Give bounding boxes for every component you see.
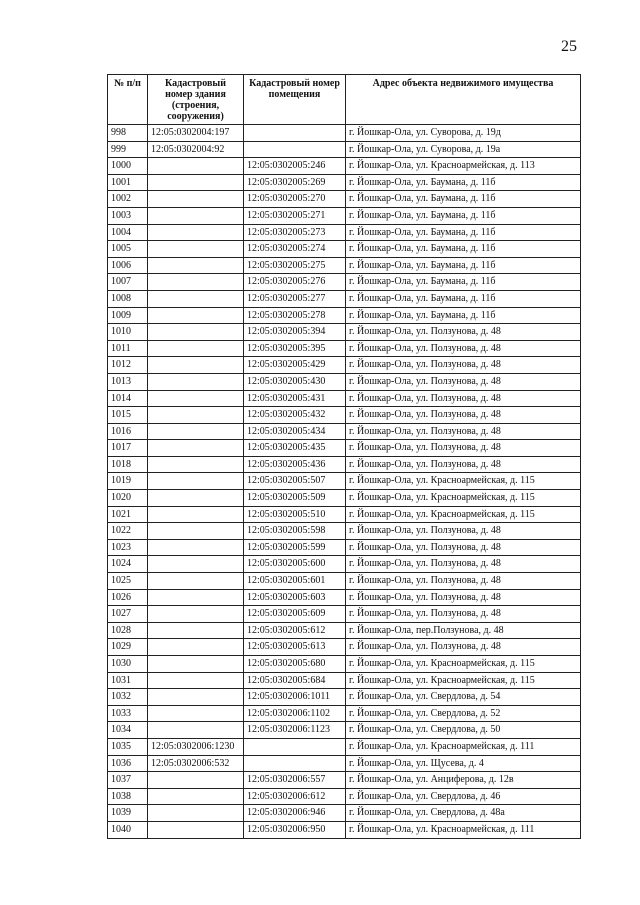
row-number-cell: 1038: [108, 788, 148, 805]
premises-cadastral-cell: 12:05:0302005:598: [244, 523, 346, 540]
row-number-cell: 1014: [108, 390, 148, 407]
premises-cadastral-cell: 12:05:0302005:270: [244, 191, 346, 208]
address-cell: г. Йошкар-Ола, ул. Баумана, д. 11б: [346, 207, 581, 224]
row-number-cell: 1015: [108, 407, 148, 424]
row-number-cell: 1011: [108, 340, 148, 357]
building-cadastral-cell: [148, 788, 244, 805]
address-cell: г. Йошкар-Ола, ул. Ползунова, д. 48: [346, 324, 581, 341]
table-row: [108, 158, 581, 175]
row-number-cell: 1029: [108, 639, 148, 656]
building-cadastral-cell: [148, 373, 244, 390]
address-cell: г. Йошкар-Ола, ул. Красноармейская, д. 111: [346, 738, 581, 755]
premises-cadastral-cell: 12:05:0302005:277: [244, 290, 346, 307]
building-cadastral-cell: [148, 506, 244, 523]
premises-cadastral-cell: 12:05:0302005:430: [244, 373, 346, 390]
address-cell: г. Йошкар-Ола, ул. Баумана, д. 11б: [346, 274, 581, 291]
row-number-cell: 1030: [108, 656, 148, 673]
row-number-cell: 1031: [108, 672, 148, 689]
row-number-cell: 1027: [108, 606, 148, 623]
building-cadastral-cell: [148, 705, 244, 722]
premises-cadastral-cell: 12:05:0302005:684: [244, 672, 346, 689]
building-cadastral-cell: [148, 274, 244, 291]
table-row: [108, 772, 581, 789]
address-cell: г. Йошкар-Ола, ул. Свердлова, д. 52: [346, 705, 581, 722]
building-cadastral-cell: [148, 672, 244, 689]
table-row: [108, 506, 581, 523]
row-number-cell: 1001: [108, 174, 148, 191]
table-row: [108, 456, 581, 473]
row-number-cell: 1006: [108, 257, 148, 274]
table-row: [108, 539, 581, 556]
building-cadastral-cell: [148, 606, 244, 623]
premises-cadastral-cell: 12:05:0302005:680: [244, 656, 346, 673]
building-cadastral-cell: [148, 589, 244, 606]
table-row: [108, 589, 581, 606]
building-cadastral-cell: [148, 656, 244, 673]
building-cadastral-cell: [148, 174, 244, 191]
premises-cadastral-cell: 12:05:0302005:278: [244, 307, 346, 324]
row-number-cell: 1033: [108, 705, 148, 722]
table-row: [108, 241, 581, 258]
table-row: [108, 705, 581, 722]
building-cadastral-cell: [148, 523, 244, 540]
table-row: [108, 191, 581, 208]
building-cadastral-cell: [148, 423, 244, 440]
table-row: [108, 174, 581, 191]
address-cell: г. Йошкар-Ола, ул. Ползунова, д. 48: [346, 357, 581, 374]
building-cadastral-cell: [148, 473, 244, 490]
table-row: [108, 307, 581, 324]
row-number-cell: 1002: [108, 191, 148, 208]
column-header-number: № п/п: [108, 75, 148, 125]
table-row: [108, 656, 581, 673]
row-number-cell: 998: [108, 125, 148, 142]
premises-cadastral-cell: [244, 738, 346, 755]
building-cadastral-cell: [148, 290, 244, 307]
address-cell: г. Йошкар-Ола, ул. Ползунова, д. 48: [346, 456, 581, 473]
table-row: [108, 440, 581, 457]
address-cell: г. Йошкар-Ола, ул. Ползунова, д. 48: [346, 606, 581, 623]
row-number-cell: 1016: [108, 423, 148, 440]
building-cadastral-cell: [148, 407, 244, 424]
premises-cadastral-cell: 12:05:0302005:271: [244, 207, 346, 224]
building-cadastral-cell: [148, 390, 244, 407]
column-header-address: Адрес объекта недвижимого имущества: [346, 75, 581, 125]
table-row: [108, 639, 581, 656]
building-cadastral-cell: [148, 307, 244, 324]
building-cadastral-cell: [148, 456, 244, 473]
premises-cadastral-cell: 12:05:0302005:276: [244, 274, 346, 291]
table-row: [108, 224, 581, 241]
table-row: [108, 722, 581, 739]
premises-cadastral-cell: 12:05:0302006:950: [244, 821, 346, 838]
row-number-cell: 1036: [108, 755, 148, 772]
table-row: [108, 738, 581, 755]
row-number-cell: 1028: [108, 622, 148, 639]
premises-cadastral-cell: 12:05:0302005:275: [244, 257, 346, 274]
address-cell: г. Йошкар-Ола, ул. Баумана, д. 11б: [346, 241, 581, 258]
address-cell: г. Йошкар-Ола, ул. Ползунова, д. 48: [346, 556, 581, 573]
address-cell: г. Йошкар-Ола, ул. Ползунова, д. 48: [346, 407, 581, 424]
table-row: [108, 523, 581, 540]
table-row: [108, 324, 581, 341]
address-cell: г. Йошкар-Ола, ул. Суворова, д. 19д: [346, 125, 581, 142]
building-cadastral-cell: [148, 722, 244, 739]
address-cell: г. Йошкар-Ола, ул. Ползунова, д. 48: [346, 390, 581, 407]
row-number-cell: 1021: [108, 506, 148, 523]
row-number-cell: 1037: [108, 772, 148, 789]
premises-cadastral-cell: 12:05:0302005:600: [244, 556, 346, 573]
address-cell: г. Йошкар-Ола, ул. Красноармейская, д. 111: [346, 821, 581, 838]
address-cell: г. Йошкар-Ола, ул. Ползунова, д. 48: [346, 523, 581, 540]
column-header-building-cadastral: Кадастровый номер здания (строения, сооружения): [148, 75, 244, 125]
premises-cadastral-cell: 12:05:0302005:429: [244, 357, 346, 374]
premises-cadastral-cell: 12:05:0302005:509: [244, 490, 346, 507]
premises-cadastral-cell: 12:05:0302005:601: [244, 573, 346, 590]
address-cell: г. Йошкар-Ола, ул. Баумана, д. 11б: [346, 290, 581, 307]
address-cell: г. Йошкар-Ола, ул. Красноармейская, д. 115: [346, 506, 581, 523]
building-cadastral-cell: [148, 772, 244, 789]
row-number-cell: 999: [108, 141, 148, 158]
premises-cadastral-cell: 12:05:0302005:269: [244, 174, 346, 191]
address-cell: г. Йошкар-Ола, ул. Свердлова, д. 46: [346, 788, 581, 805]
address-cell: г. Йошкар-Ола, ул. Щусева, д. 4: [346, 755, 581, 772]
row-number-cell: 1034: [108, 722, 148, 739]
address-cell: г. Йошкар-Ола, ул. Красноармейская, д. 115: [346, 473, 581, 490]
row-number-cell: 1040: [108, 821, 148, 838]
table-row: [108, 340, 581, 357]
premises-cadastral-cell: 12:05:0302006:946: [244, 805, 346, 822]
premises-cadastral-cell: 12:05:0302005:431: [244, 390, 346, 407]
building-cadastral-cell: 12:05:0302006:532: [148, 755, 244, 772]
building-cadastral-cell: [148, 622, 244, 639]
table-row: [108, 207, 581, 224]
row-number-cell: 1035: [108, 738, 148, 755]
row-number-cell: 1007: [108, 274, 148, 291]
row-number-cell: 1039: [108, 805, 148, 822]
address-cell: г. Йошкар-Ола, ул. Свердлова, д. 48а: [346, 805, 581, 822]
table-row: [108, 274, 581, 291]
address-cell: г. Йошкар-Ола, ул. Красноармейская, д. 115: [346, 656, 581, 673]
address-cell: г. Йошкар-Ола, ул. Ползунова, д. 48: [346, 539, 581, 556]
table-row: [108, 788, 581, 805]
address-cell: г. Йошкар-Ола, ул. Баумана, д. 11б: [346, 257, 581, 274]
table-row: [108, 606, 581, 623]
table-row: [108, 573, 581, 590]
table-row: [108, 390, 581, 407]
row-number-cell: 1017: [108, 440, 148, 457]
row-number-cell: 1003: [108, 207, 148, 224]
premises-cadastral-cell: 12:05:0302006:1011: [244, 689, 346, 706]
address-cell: г. Йошкар-Ола, ул. Ползунова, д. 48: [346, 373, 581, 390]
row-number-cell: 1012: [108, 357, 148, 374]
building-cadastral-cell: [148, 821, 244, 838]
row-number-cell: 1026: [108, 589, 148, 606]
row-number-cell: 1024: [108, 556, 148, 573]
address-cell: г. Йошкар-Ола, ул. Красноармейская, д. 115: [346, 490, 581, 507]
premises-cadastral-cell: 12:05:0302005:274: [244, 241, 346, 258]
address-cell: г. Йошкар-Ола, ул. Ползунова, д. 48: [346, 423, 581, 440]
building-cadastral-cell: [148, 490, 244, 507]
table-row: [108, 423, 581, 440]
table-row: [108, 290, 581, 307]
premises-cadastral-cell: 12:05:0302006:1102: [244, 705, 346, 722]
table-header-row: [108, 75, 581, 125]
premises-cadastral-cell: 12:05:0302005:395: [244, 340, 346, 357]
premises-cadastral-cell: 12:05:0302006:557: [244, 772, 346, 789]
premises-cadastral-cell: 12:05:0302005:246: [244, 158, 346, 175]
address-cell: г. Йошкар-Ола, ул. Красноармейская, д. 115: [346, 672, 581, 689]
building-cadastral-cell: [148, 340, 244, 357]
building-cadastral-cell: [148, 191, 244, 208]
address-cell: г. Йошкар-Ола, ул. Баумана, д. 11б: [346, 191, 581, 208]
row-number-cell: 1008: [108, 290, 148, 307]
table-row: [108, 357, 581, 374]
building-cadastral-cell: [148, 224, 244, 241]
row-number-cell: 1005: [108, 241, 148, 258]
row-number-cell: 1032: [108, 689, 148, 706]
table-row: [108, 805, 581, 822]
table-row: [108, 821, 581, 838]
address-cell: г. Йошкар-Ола, ул. Ползунова, д. 48: [346, 573, 581, 590]
premises-cadastral-cell: 12:05:0302005:612: [244, 622, 346, 639]
premises-cadastral-cell: 12:05:0302006:1123: [244, 722, 346, 739]
premises-cadastral-cell: 12:05:0302005:510: [244, 506, 346, 523]
row-number-cell: 1013: [108, 373, 148, 390]
table-row: [108, 672, 581, 689]
building-cadastral-cell: [148, 357, 244, 374]
building-cadastral-cell: 12:05:0302004:92: [148, 141, 244, 158]
address-cell: г. Йошкар-Ола, ул. Ползунова, д. 48: [346, 440, 581, 457]
premises-cadastral-cell: 12:05:0302005:603: [244, 589, 346, 606]
row-number-cell: 1000: [108, 158, 148, 175]
premises-cadastral-cell: 12:05:0302006:612: [244, 788, 346, 805]
page-number: 25: [561, 38, 577, 55]
table-row: [108, 373, 581, 390]
row-number-cell: 1025: [108, 573, 148, 590]
address-cell: г. Йошкар-Ола, ул. Суворова, д. 19а: [346, 141, 581, 158]
table-row: [108, 689, 581, 706]
address-cell: г. Йошкар-Ола, ул. Ползунова, д. 48: [346, 639, 581, 656]
address-cell: г. Йошкар-Ола, ул. Ползунова, д. 48: [346, 589, 581, 606]
building-cadastral-cell: [148, 241, 244, 258]
table-row: [108, 141, 581, 158]
table-row: [108, 125, 581, 142]
row-number-cell: 1004: [108, 224, 148, 241]
address-cell: г. Йошкар-Ола, пер.Ползунова, д. 48: [346, 622, 581, 639]
premises-cadastral-cell: 12:05:0302005:599: [244, 539, 346, 556]
building-cadastral-cell: [148, 257, 244, 274]
building-cadastral-cell: [148, 207, 244, 224]
table-row: [108, 556, 581, 573]
table-body: [108, 125, 581, 839]
premises-cadastral-cell: 12:05:0302005:436: [244, 456, 346, 473]
row-number-cell: 1022: [108, 523, 148, 540]
premises-cadastral-cell: 12:05:0302005:273: [244, 224, 346, 241]
building-cadastral-cell: [148, 539, 244, 556]
building-cadastral-cell: 12:05:0302004:197: [148, 125, 244, 142]
building-cadastral-cell: [148, 556, 244, 573]
row-number-cell: 1020: [108, 490, 148, 507]
building-cadastral-cell: [148, 689, 244, 706]
premises-cadastral-cell: [244, 141, 346, 158]
building-cadastral-cell: [148, 324, 244, 341]
address-cell: г. Йошкар-Ола, ул. Баумана, д. 11б: [346, 307, 581, 324]
address-cell: г. Йошкар-Ола, ул. Анциферова, д. 12в: [346, 772, 581, 789]
address-cell: г. Йошкар-Ола, ул. Баумана, д. 11б: [346, 174, 581, 191]
building-cadastral-cell: [148, 573, 244, 590]
building-cadastral-cell: [148, 158, 244, 175]
address-cell: г. Йошкар-Ола, ул. Свердлова, д. 50: [346, 722, 581, 739]
row-number-cell: 1023: [108, 539, 148, 556]
address-cell: г. Йошкар-Ола, ул. Свердлова, д. 54: [346, 689, 581, 706]
row-number-cell: 1010: [108, 324, 148, 341]
address-cell: г. Йошкар-Ола, ул. Ползунова, д. 48: [346, 340, 581, 357]
premises-cadastral-cell: 12:05:0302005:394: [244, 324, 346, 341]
table-row: [108, 622, 581, 639]
premises-cadastral-cell: 12:05:0302005:432: [244, 407, 346, 424]
table-row: [108, 473, 581, 490]
table-row: [108, 407, 581, 424]
column-header-premises-cadastral: Кадастровый номер помещения: [244, 75, 346, 125]
address-cell: г. Йошкар-Ола, ул. Красноармейская, д. 113: [346, 158, 581, 175]
row-number-cell: 1018: [108, 456, 148, 473]
row-number-cell: 1019: [108, 473, 148, 490]
table-row: [108, 755, 581, 772]
premises-cadastral-cell: [244, 755, 346, 772]
property-registry-table: [107, 74, 581, 839]
row-number-cell: 1009: [108, 307, 148, 324]
premises-cadastral-cell: [244, 125, 346, 142]
building-cadastral-cell: 12:05:0302006:1230: [148, 738, 244, 755]
premises-cadastral-cell: 12:05:0302005:507: [244, 473, 346, 490]
premises-cadastral-cell: 12:05:0302005:609: [244, 606, 346, 623]
building-cadastral-cell: [148, 440, 244, 457]
table-row: [108, 490, 581, 507]
building-cadastral-cell: [148, 639, 244, 656]
building-cadastral-cell: [148, 805, 244, 822]
address-cell: г. Йошкар-Ола, ул. Баумана, д. 11б: [346, 224, 581, 241]
table-row: [108, 257, 581, 274]
premises-cadastral-cell: 12:05:0302005:613: [244, 639, 346, 656]
premises-cadastral-cell: 12:05:0302005:434: [244, 423, 346, 440]
premises-cadastral-cell: 12:05:0302005:435: [244, 440, 346, 457]
